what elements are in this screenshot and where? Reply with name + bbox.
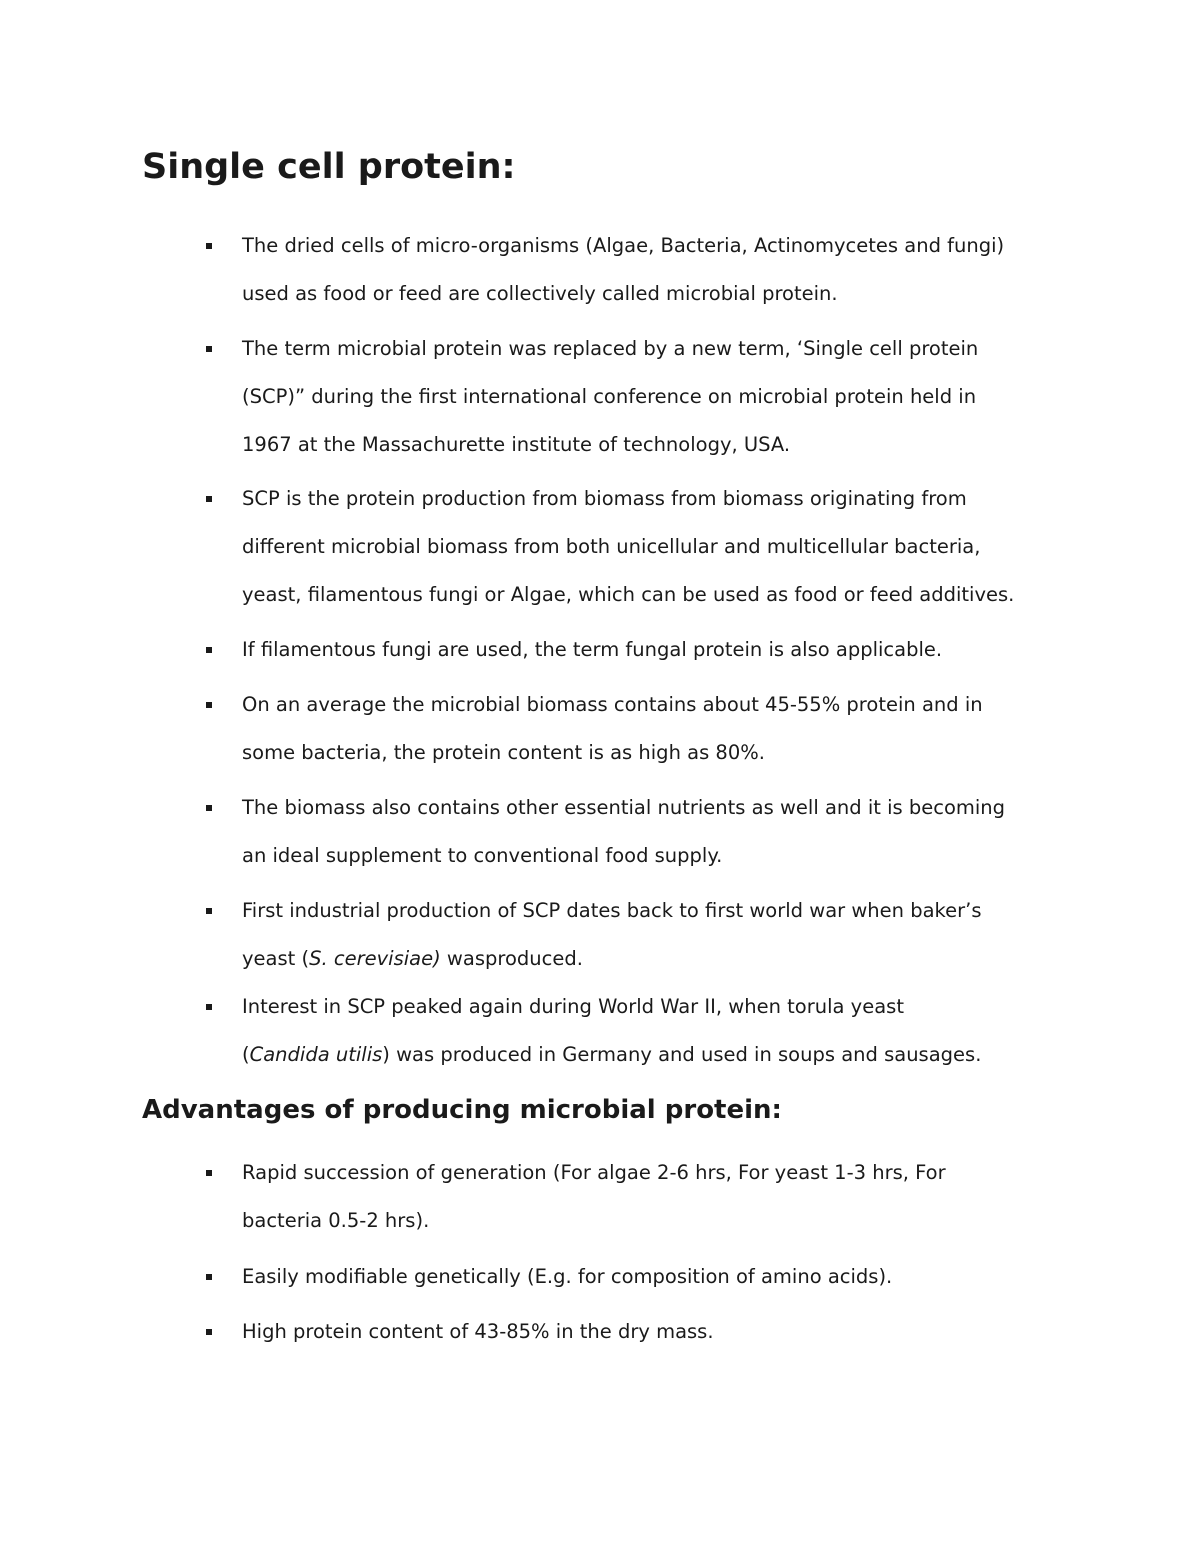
list-item [242,681,1102,777]
text-span: wasproduced. [440,947,583,970]
list-item-line [242,270,1102,318]
text-span: ) was produced in Germany and used in soups and sausages. [382,1043,982,1066]
list-item-line [242,1031,1102,1079]
bullet-square-icon [206,702,212,708]
list-item-line [242,325,1102,373]
text-span: First industrial production of SCP dates back to first world war when baker’s [242,899,982,922]
list-item [242,222,1102,318]
list-item [242,784,1102,880]
list-item-line [242,571,1102,619]
text-span: High protein content of 43-85% in the dry mass. [242,1320,714,1343]
bullet-square-icon [206,1170,212,1176]
bullet-square-icon [206,1329,212,1335]
bullet-square-icon [206,805,212,811]
list-item [242,325,1102,469]
section-heading-advantages: Advantages of producing microbial protein: [142,1095,782,1125]
text-span: ( [242,1043,250,1066]
text-span: The term microbial protein was replaced by a new term, ‘Single cell protein [242,337,979,360]
bullet-square-icon [206,908,212,914]
list-item-line [242,681,1102,729]
list-item-line [242,729,1102,777]
list-item-line [242,475,1102,523]
text-span: some bacteria, the protein content is as high as 80%. [242,741,765,764]
list-item-line [242,523,1102,571]
bullet-square-icon [206,346,212,352]
list-item-line [242,784,1102,832]
list-item [242,1149,1102,1245]
list-item-line [242,1149,1102,1197]
bullet-square-icon [206,243,212,249]
list-item-line [242,887,1102,935]
bullet-square-icon [206,647,212,653]
bullet-square-icon [206,1274,212,1280]
list-item-line [242,626,1102,674]
list-item-line [242,983,1102,1031]
text-span: Interest in SCP peaked again during World War II, when torula yeast [242,995,904,1018]
text-span: yeast, filamentous fungi or Algae, which can be used as food or feed additives. [242,583,1015,606]
text-span: On an average the microbial biomass contains about 45-55% protein and in [242,693,983,716]
text-span: Rapid succession of generation (For algae 2-6 hrs, For yeast 1-3 hrs, For [242,1161,946,1184]
list-item-line [242,832,1102,880]
list-item-line [242,1253,1102,1301]
text-span: The biomass also contains other essential nutrients as well and it is becoming [242,796,1006,819]
bullet-square-icon [206,496,212,502]
list-item-line [242,935,1102,983]
list-item-line [242,373,1102,421]
bullet-square-icon [206,1004,212,1010]
list-item [242,475,1102,619]
text-span: 1967 at the Massachurette institute of technology, USA. [242,433,791,456]
text-span: different microbial biomass from both unicellular and multicellular bacteria, [242,535,981,558]
list-item [242,887,1102,983]
text-span: S. cerevisiae) [309,947,441,970]
text-span: Easily modifiable genetically (E.g. for composition of amino acids). [242,1265,893,1288]
list-item-line [242,421,1102,469]
list-item [242,626,1102,674]
list-item-line [242,222,1102,270]
list-item-line [242,1308,1102,1356]
text-span: bacteria 0.5-2 hrs). [242,1209,430,1232]
page-title: Single cell protein: [142,147,516,187]
text-span: Candida utilis [249,1043,383,1066]
text-span: an ideal supplement to conventional food supply. [242,844,723,867]
text-span: If filamentous fungi are used, the term fungal protein is also applicable. [242,638,943,661]
list-item [242,983,1102,1079]
list-item [242,1308,1102,1356]
text-span: The dried cells of micro-organisms (Algae, Bacteria, Actinomycetes and fungi) [242,234,1005,257]
text-span: used as food or feed are collectively called microbial protein. [242,282,838,305]
text-span: (SCP)” during the first international conference on microbial protein held in [242,385,977,408]
list-item [242,1253,1102,1301]
text-span: SCP is the protein production from biomass from biomass originating from [242,487,967,510]
text-span: yeast ( [242,947,310,970]
list-item-line [242,1197,1102,1245]
